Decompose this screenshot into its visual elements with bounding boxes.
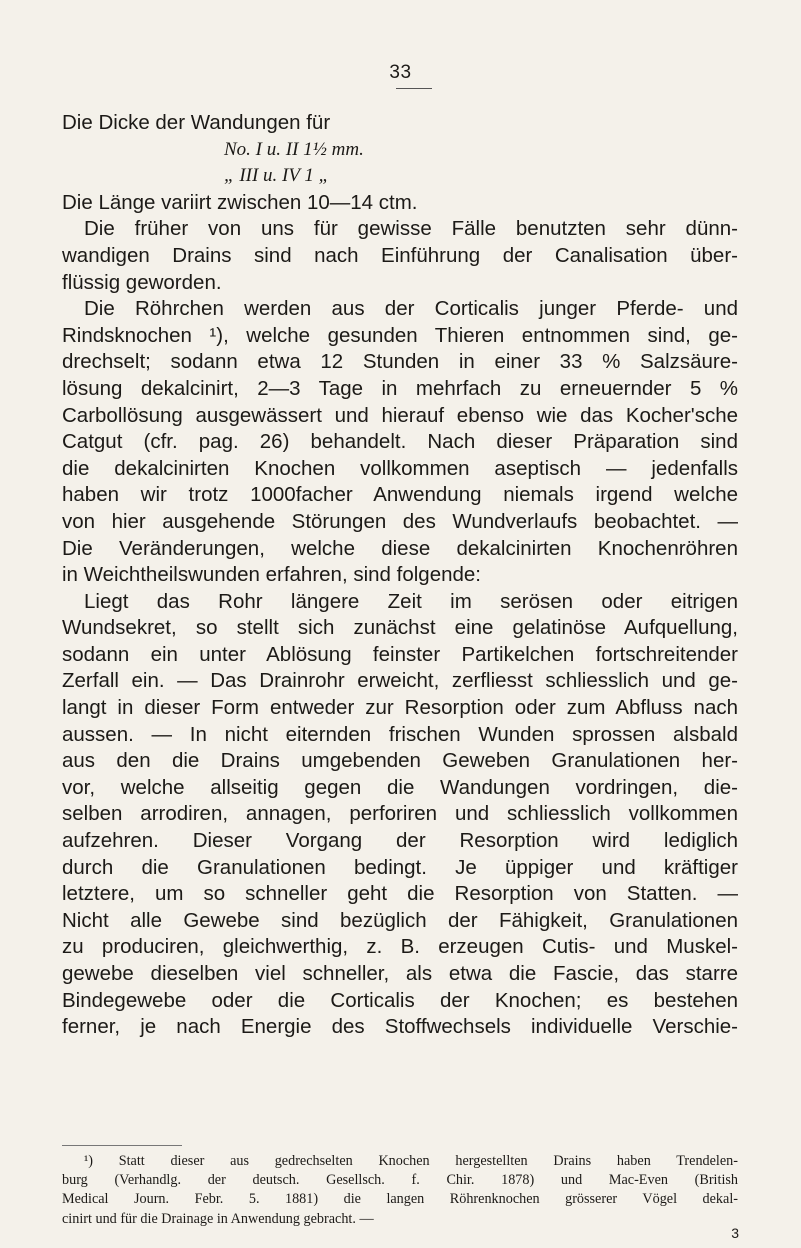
text-line: selben arrodiren, annagen, perforiren und schliesslich vollkommen (62, 802, 738, 826)
text-line: die dekalcinirten Knochen vollkommen aseptisch — jedenfalls (62, 456, 738, 480)
page-number: 33 (389, 62, 412, 83)
text-line: Catgut (cfr. pag. 26) behandelt. Nach dieser Präparation sind (62, 430, 738, 454)
footnote-line: ¹) Statt dieser aus gedrechselten Knochen hergestellten Drains haben Trendelen- (84, 1153, 738, 1169)
footnotes (62, 1152, 738, 1229)
text-line: aufzehren. Dieser Vorgang der Resorption wird lediglich (62, 829, 738, 853)
text-line: Liegt das Rohr längere Zeit im serösen oder eitrigen (84, 589, 738, 613)
text-line: flüssig geworden. (62, 270, 222, 294)
text-line: Zerfall ein. — Das Drainrohr erweicht, zerfliesst schliesslich und ge- (62, 669, 738, 693)
text-line: Wundsekret, so stellt sich zunächst eine gelatinöse Aufquellung, (62, 616, 738, 640)
text-line: Die Röhrchen werden aus der Corticalis junger Pferde- und (84, 297, 738, 321)
text-line: sodann ein unter Ablösung feinster Partikelchen fortschreitender (62, 642, 738, 666)
text-line: aussen. — In nicht eiternden frischen Wunden sprossen alsbald (62, 722, 738, 746)
text-line: Carbollösung ausgewässert und hierauf ebenso wie das Kocher'sche (62, 403, 738, 427)
text-line: vor, welche allseitig gegen die Wandungen vordringen, die- (62, 775, 738, 799)
text-line: Nicht alle Gewebe sind bezüglich der Fähigkeit, Granulationen (62, 908, 738, 932)
text-line: Rindsknochen ¹), welche gesunden Thieren entnommen sind, ge- (62, 323, 738, 347)
signature-mark: 3 (731, 1225, 739, 1241)
text-line: letztere, um so schneller geht die Resorption von Statten. — (62, 882, 738, 906)
footnote-line: cinirt und für die Drainage in Anwendung gebracht. — (62, 1210, 374, 1227)
text-line: haben wir trotz 1000facher Anwendung niemals irgend welche (62, 483, 738, 507)
page-number-underline (396, 88, 432, 89)
text-line: in Weichtheilswunden erfahren, sind folgende: (62, 563, 481, 587)
text-line: Die früher von uns für gewisse Fälle benutzten sehr dünn- (84, 217, 738, 241)
text-line: Bindegewebe oder die Corticalis der Knochen; es bestehen (62, 988, 738, 1012)
text-line: aus den die Drains umgebenden Geweben Granulationen her- (62, 749, 738, 773)
footnote-line: Medical Journ. Febr. 5. 1881) die langen Röhrenknochen grösserer Vögel dekal- (62, 1191, 738, 1208)
text-line: Die Dicke der Wandungen für (62, 111, 331, 134)
text-line: ferner, je nach Energie des Stoffwechsels individuelle Verschie- (62, 1015, 738, 1039)
body-text (62, 110, 738, 1041)
dimension-row: „ III u. IV 1 „ (224, 165, 330, 187)
text-line: gewebe dieselben viel schneller, als etwa die Fascie, das starre (62, 962, 738, 985)
text-line: von hier ausgehende Störungen des Wundverlaufs beobachtet. — (62, 509, 738, 533)
text-line: wandigen Drains sind nach Einführung der Canalisation über- (62, 243, 738, 267)
text-line: Die Veränderungen, welche diese dekalcinirten Knochenröhren (62, 536, 738, 560)
dimension-row: No. I u. II 1½ mm. (224, 138, 364, 160)
footnote-line: burg (Verhandlg. der deutsch. Gesellsch. f. Chir. 1878) und Mac-Even (British (62, 1172, 738, 1189)
text-line: drechselt; sodann etwa 12 Stunden in einer 33 % Salzsäure- (62, 350, 738, 374)
text-line: langt in dieser Form entweder zur Resorption oder zum Abfluss nach (62, 696, 738, 720)
text-line: durch die Granulationen bedingt. Je üppiger und kräftiger (62, 855, 738, 879)
text-line: lösung dekalcinirt, 2—3 Tage in mehrfach zu erneuernder 5 % (62, 376, 738, 400)
footnote-separator (62, 1145, 182, 1146)
text-line: Die Länge variirt zwischen 10—14 ctm. (62, 190, 418, 214)
text-line: zu produciren, gleichwerthig, z. B. erzeugen Cutis- und Muskel- (62, 935, 738, 959)
